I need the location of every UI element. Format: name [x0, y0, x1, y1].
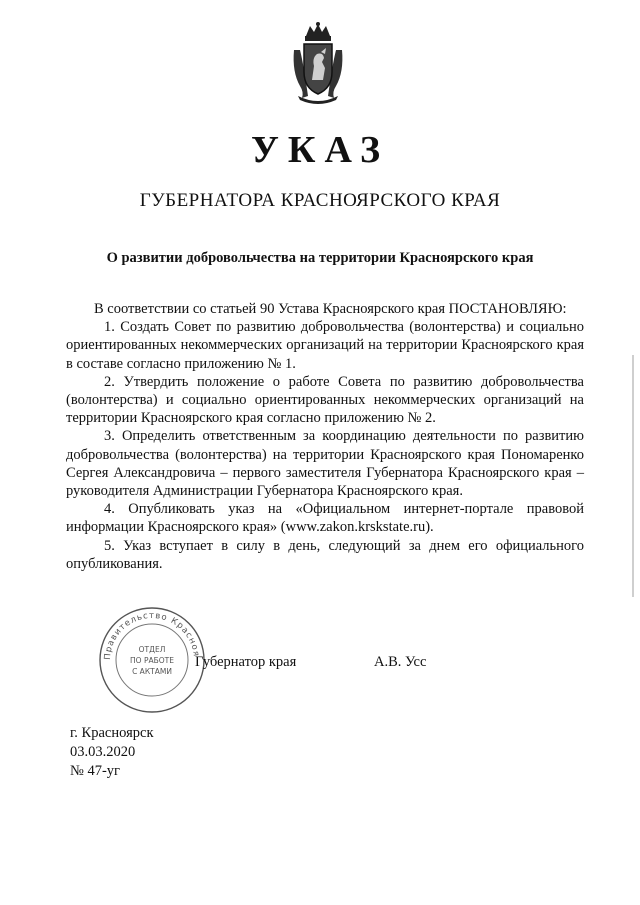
preamble-paragraph: В соответствии со статьей 90 Устава Красноярского края ПОСТАНОВЛЯЮ: — [94, 301, 567, 317]
item-paragraph-5: 5. Указ вступает в силу в день, следующий за днем его официального опубликования. — [66, 537, 584, 572]
document-title: УКАЗ — [251, 129, 389, 171]
footer-number: № 47-уг — [70, 763, 120, 779]
document-body — [66, 300, 584, 573]
item-paragraph-3: 3. Определить ответственным за координацию деятельности по развитию добровольчества (волонтерства) на территории Красноярского края Пономаренко Сергея Александровича – первого заместителя Губернатора Красноярского края – руководителя Администрации Губернатора Красноярского края. — [66, 428, 584, 500]
item-paragraph-2: 2. Утвердить положение о работе Совета по развитию добровольчества (волонтерства) и социально ориентированных некоммерческих организаций на территории Красноярского края согласно приложению № 2. — [66, 373, 584, 427]
svg-text:ПО РАБОТЕ: ПО РАБОТЕ — [130, 656, 174, 665]
svg-text:С АКТАМИ: С АКТАМИ — [132, 667, 172, 676]
scan-edge-line — [632, 355, 634, 597]
official-seal-stamp — [92, 602, 212, 718]
item-paragraph-4: 4. Опубликовать указ на «Официальном интернет-портале правовой информации Красноярского края» (www.zakon.krskstate.ru). — [66, 501, 584, 536]
coat-of-arms-emblem — [290, 22, 346, 104]
footer-date: 03.03.2020 — [70, 744, 136, 760]
svg-text:Правительство Красноярского кр: Правительство Красноя — [102, 610, 201, 661]
signature-role: Губернатор края — [195, 654, 297, 670]
svg-text:ОТДЕЛ: ОТДЕЛ — [138, 645, 166, 654]
document-heading: О развитии добровольчества на территории Красноярского края — [106, 250, 534, 266]
document-issuer: ГУБЕРНАТОРА КРАСНОЯРСКОГО КРАЯ — [139, 190, 501, 211]
item-paragraph-1: 1. Создать Совет по развитию добровольчества (волонтерства) и социально ориентированных некоммерческих организаций на территории Красноярского края в составе согласно приложению № 1. — [66, 319, 584, 372]
footer-city: г. Красноярск — [70, 725, 154, 741]
signature-name: А.В. Усс — [374, 654, 427, 670]
document-footer — [70, 724, 154, 781]
krasnoyarsk-coat-of-arms-icon — [290, 22, 346, 104]
